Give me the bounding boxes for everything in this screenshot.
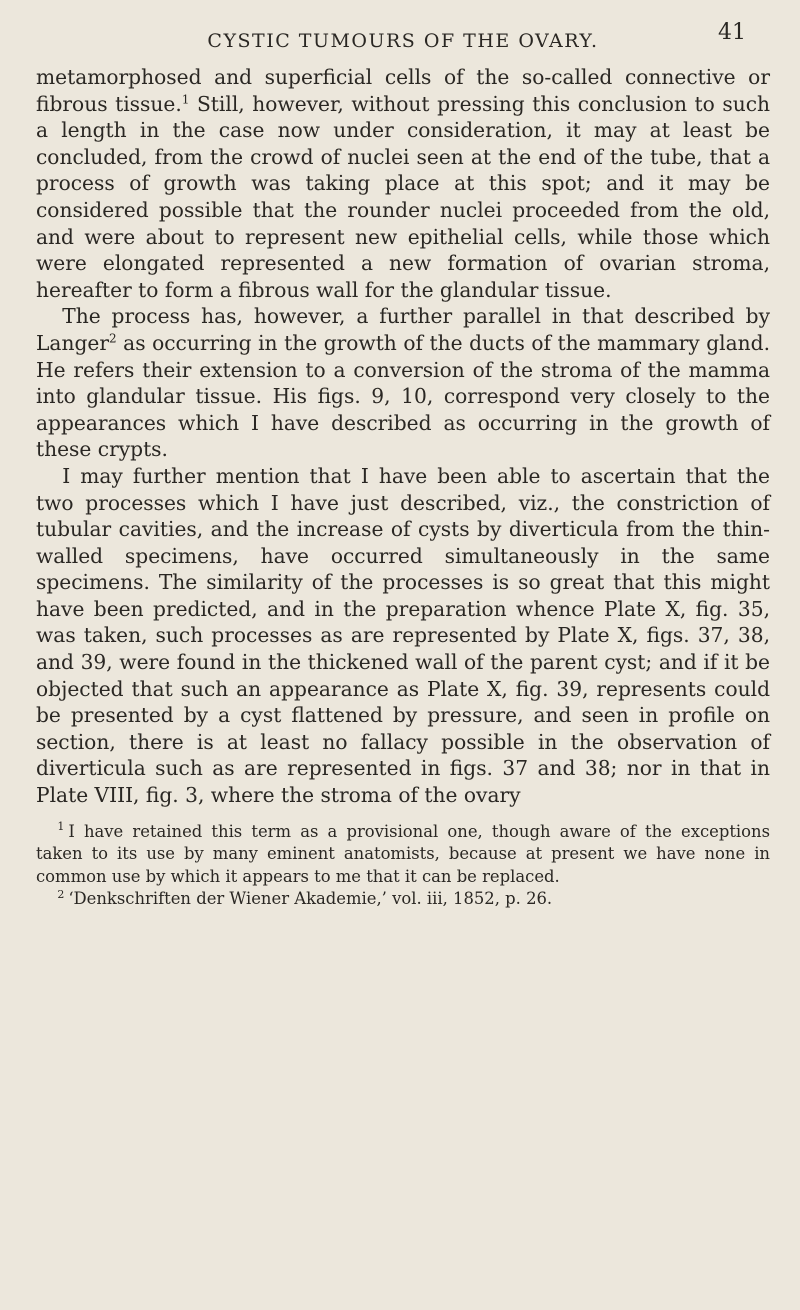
footnote-1-text: I have retained this term as a provisional one, though aware of the exceptions taken to its use by many eminent anatomists, because at present we have none in common use by which it appears to me that it can be replaced. [36,821,770,886]
paragraph-2 [36,303,770,463]
footnote-ref-1: 1 [181,91,190,106]
paragraph-2-text-cont: as occurring in the growth of the ducts of the mammary gland. He refers their extension to a conversion of the stroma of the mamma into glandular tissue. His figs. 9, 10, correspond very closely to the appearances which I have described as occurring in the growth of these crypts. [36,330,770,462]
page-number: 41 [718,20,746,45]
paragraph-1 [36,64,770,303]
body-text [36,64,770,809]
page-header [36,20,770,60]
footnotes [36,821,770,911]
footnote-ref-2: 2 [108,331,117,346]
paragraph-1-text: metamorphosed and superficial cells of the so-called connective or fibrous tissue. [36,65,770,116]
footnote-2-text: ‘Denkschriften der Wiener Akademie,’ vol. iii, 1852, p. 26. [68,889,553,909]
paragraph-2-text: The process has, however, a further parallel in that described by Langer [36,304,770,355]
running-head: CYSTIC TUMOURS OF THE OVARY. [207,30,599,52]
footnote-2 [36,888,770,911]
footnote-1-mark: 1 [57,820,65,834]
paragraph-3: I may further mention that I have been able to ascertain that the two processes which I have just described, viz., the constriction of tubular cavities, and the increase of cysts by diverticula from the thin-walled specimens, have occurred simultaneously in the same specimens. The similarity of the processes is so great that this might have been predicted, and in the preparation whence Plate X, fig. 35, was taken, such processes as are represented by Plate X, figs. 37, 38, and 39, were found in the thickened wall of the parent cyst; and if it be objected that such an appearance as Plate X, fig. 39, represents could be presented by a cyst flattened by pressure, and seen in profile on section, there is at least no fallacy possible in the observation of diverticula such as are represented in figs. 37 and 38; nor in that in Plate VIII, fig. 3, where the stroma of the ovary [36,463,770,808]
paragraph-1-text-cont: Still, however, without pressing this conclusion to such a length in the case now under consideration, it may at least be concluded, from the crowd of nuclei seen at the end of the tube, that a process of growth was taking place at this spot; and it may be considered possible that the rounder nuclei proceeded from the old, and were about to represent new epithelial cells, while those which were elongated represented a new formation of ovarian stroma, hereafter to form a fibrous wall for the glandular tissue. [36,91,771,302]
footnote-1 [36,821,770,889]
footnote-2-mark: 2 [57,887,65,901]
